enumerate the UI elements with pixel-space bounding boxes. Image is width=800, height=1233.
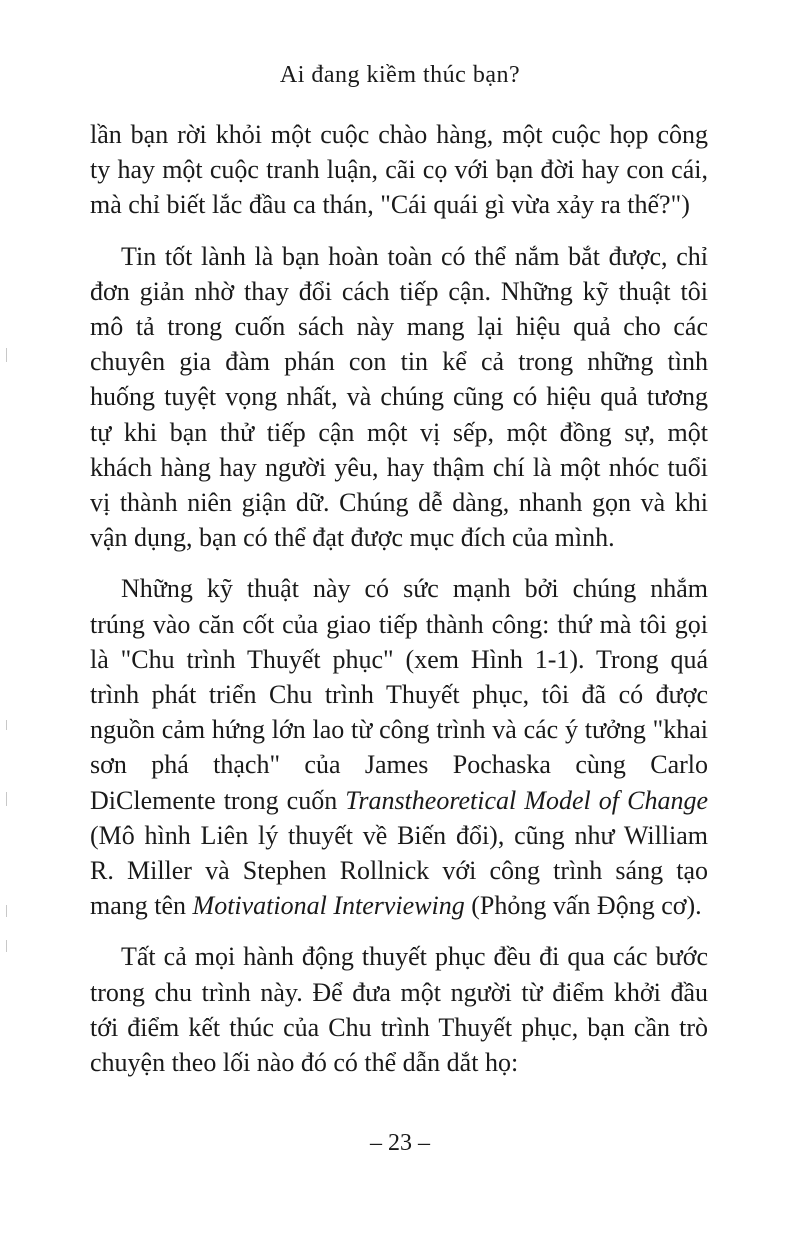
page-number: – 23 – xyxy=(370,1130,430,1156)
book-title: Transtheoretical Model of Change xyxy=(345,785,708,815)
paragraph-2 xyxy=(90,239,708,556)
text-line: là "Chu trình Thuyết phục" (xem Hình 1-1). Trong quá xyxy=(90,644,708,674)
text-line: trình phát triển Chu trình Thuyết phục, tôi đã có được xyxy=(90,680,708,710)
text-line: đơn giản nhờ thay đổi cách tiếp cận. Những kỹ thuật tôi xyxy=(90,276,708,306)
paragraph-4 xyxy=(90,939,708,1080)
text-line: Tin tốt lành là bạn hoàn toàn có thể nắm bắt được, chỉ xyxy=(121,241,708,271)
text-segment: (Phỏng vấn Động cơ). xyxy=(464,891,702,921)
scan-margin-mark xyxy=(6,720,7,730)
text-line-with-title xyxy=(90,783,708,818)
scan-margin-mark xyxy=(6,348,7,362)
text-segment: DiClemente trong cuốn xyxy=(90,785,346,815)
text-line: lần bạn rời khỏi một cuộc chào hàng, một cuộc họp công xyxy=(90,120,708,149)
text-line: tự khi bạn thử tiếp cận một vị sếp, một đồng sự, một xyxy=(90,417,708,447)
text-line: nguồn cảm hứng lớn lao từ công trình và các ý tưởng "khai xyxy=(90,715,708,745)
text-line: huống tuyệt vọng nhất, và chúng cũng có hiệu quả tương xyxy=(90,382,708,412)
text-line: khách hàng hay người yêu, hay thậm chí là một nhóc tuổi xyxy=(90,452,708,482)
text-line: mà chỉ biết lắc đầu ca thán, "Cái quái gì vừa xảy ra thế?") xyxy=(90,190,690,220)
book-title: Motivational Interviewing xyxy=(192,891,465,921)
text-line: ty hay một cuộc tranh luận, cãi cọ với bạn đời hay con cái, xyxy=(90,155,708,185)
scan-margin-mark xyxy=(6,940,7,952)
paragraph-1 xyxy=(90,117,708,223)
text-line-with-title xyxy=(90,888,708,923)
text-line: chuyên gia đàm phán con tin kể cả trong những tình xyxy=(90,347,708,377)
text-line: (Mô hình Liên lý thuyết về Biến đổi), cũng như William xyxy=(90,820,708,850)
text-line: trúng vào căn cốt của giao tiếp thành công: thứ mà tôi gọi xyxy=(90,609,708,639)
running-head: Ai đang kiềm thúc bạn? xyxy=(279,62,521,88)
text-line: mô tả trong cuốn sách này mang lại hiệu quả cho các xyxy=(90,312,708,342)
text-line: chuyện theo lối nào đó có thể dẫn dắt họ: xyxy=(90,1048,519,1078)
text-line: Tất cả mọi hành động thuyết phục đều đi qua các bước xyxy=(121,942,708,972)
text-line: tới điểm kết thúc của Chu trình Thuyết phục, bạn cần trò xyxy=(90,1012,708,1042)
text-line: sơn phá thạch" của James Pochaska cùng Carlo xyxy=(90,750,708,780)
text-line: vận dụng, bạn có thể đạt được mục đích của mình. xyxy=(90,523,615,553)
scan-margin-mark xyxy=(6,905,7,917)
text-segment: mang tên xyxy=(90,891,193,921)
text-line: Những kỹ thuật này có sức mạnh bởi chúng nhắm xyxy=(121,574,708,604)
body-text xyxy=(90,117,708,1080)
text-line: vị thành niên giận dữ. Chúng dễ dàng, nhanh gọn và khi xyxy=(90,488,708,518)
text-line: R. Miller và Stephen Rollnick với công trình sáng tạo xyxy=(90,856,708,886)
scan-margin-mark xyxy=(6,792,7,806)
text-line: trong chu trình này. Để đưa một người từ điểm khởi đầu xyxy=(90,977,708,1007)
paragraph-3 xyxy=(90,571,708,923)
